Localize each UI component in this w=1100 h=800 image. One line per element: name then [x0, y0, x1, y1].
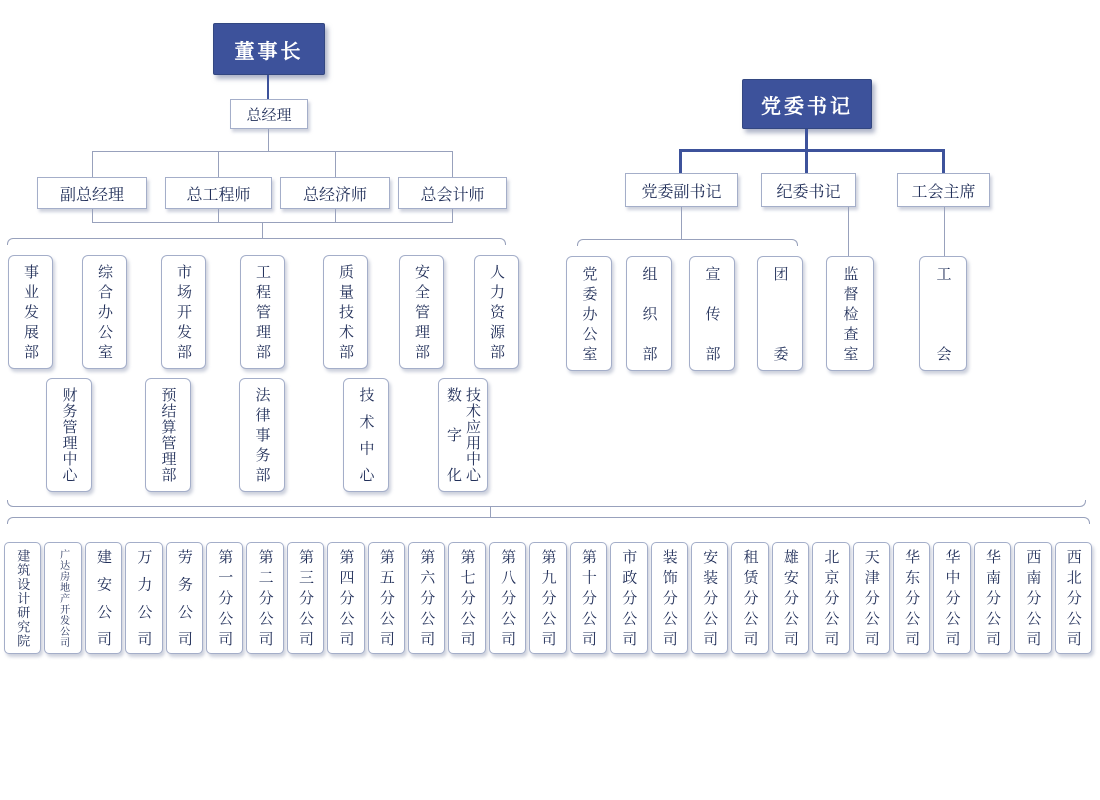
dept-label: 人力资源部 — [488, 264, 505, 360]
subsidiary-label: 第九分公司 — [539, 549, 557, 647]
subsidiary-box — [85, 542, 122, 654]
subsidiary-label: 万力公司 — [135, 549, 153, 647]
subsidiary-label: 华南分公司 — [983, 549, 1001, 647]
node-chairman: 董事长 — [213, 23, 325, 75]
dept-supervision-inspection — [826, 256, 874, 371]
node-party-secretary: 党委书记 — [742, 79, 872, 129]
dept-label: 质量技术部 — [337, 264, 354, 360]
connector-drop — [218, 151, 219, 177]
dept-business-development — [8, 255, 53, 369]
dept-label: 财务管理中心 — [60, 387, 78, 483]
subsidiary-label: 劳务公司 — [175, 549, 193, 647]
subsidiary-box — [408, 542, 445, 654]
subsidiary-box — [1014, 542, 1051, 654]
connector-chairman-gm — [267, 75, 269, 99]
subsidiary-box — [327, 542, 364, 654]
dept-quality-technology — [323, 255, 368, 369]
dept-label: 宣传部 — [703, 265, 721, 362]
center-finance-management — [46, 378, 92, 492]
connector-drop — [92, 151, 93, 177]
subsidiary-label: 建安公司 — [95, 549, 113, 647]
subsidiary-box — [206, 542, 243, 654]
node-chief-accountant: 总会计师 — [398, 177, 507, 209]
subsidiary-box — [1055, 542, 1092, 654]
dept-label: 监督检查室 — [841, 265, 859, 362]
connector-stub — [92, 209, 93, 222]
subsidiary-box — [610, 542, 647, 654]
subsidiary-label: 第一分公司 — [216, 549, 234, 647]
dept-label: 工程管理部 — [254, 264, 271, 360]
dept-label: 市场开发部 — [175, 264, 192, 360]
center-legal-affairs — [239, 378, 285, 492]
connector-party-drop — [679, 149, 682, 173]
subsidiary-label: 天津分公司 — [862, 549, 880, 647]
subsidiary-label: 华东分公司 — [903, 549, 921, 647]
subsidiary-box — [166, 542, 203, 654]
dept-label: 工会 — [934, 265, 952, 362]
subsidiary-label: 第十分公司 — [579, 549, 597, 647]
subsidiary-box — [368, 542, 405, 654]
connector-drop — [335, 151, 336, 177]
subsidiary-label: 租赁分公司 — [741, 549, 759, 647]
connector-merge-drop — [262, 222, 263, 238]
subsidiary-label: 第七分公司 — [458, 549, 476, 647]
subsidiary-box — [246, 542, 283, 654]
subsidiary-box — [933, 542, 970, 654]
connector-merge-rail — [92, 222, 453, 223]
connector-bottom-lower-rail — [7, 517, 1090, 524]
connector-bottom-upper-rail — [7, 500, 1086, 507]
subsidiary-box — [570, 542, 607, 654]
dept-label: 综合办公室 — [96, 264, 113, 360]
connector-exec-rail — [92, 151, 453, 152]
connector-bottom-link — [490, 507, 491, 517]
connector-stub — [452, 209, 453, 222]
dept-label: 团委 — [771, 265, 789, 362]
subsidiary-box — [691, 542, 728, 654]
subsidiary-label: 安装分公司 — [701, 549, 719, 647]
subsidiary-label: 华中分公司 — [943, 549, 961, 647]
connector-party-dept-bracket — [577, 239, 798, 246]
dept-general-office — [82, 255, 127, 369]
dept-market-development — [161, 255, 206, 369]
subsidiary-box — [853, 542, 890, 654]
dept-label: 法律事务部 — [253, 387, 271, 483]
dept-label: 预结算管理部 — [159, 387, 177, 483]
subsidiary-label: 装饰分公司 — [660, 549, 678, 647]
center-budget-settlement — [145, 378, 191, 492]
dept-engineering-management — [240, 255, 285, 369]
dept-label: 安全管理部 — [413, 264, 430, 360]
dept-label: 组织部 — [640, 265, 658, 362]
subsidiary-label: 第八分公司 — [499, 549, 517, 647]
node-chief-economist: 总经济师 — [280, 177, 390, 209]
connector-stub — [335, 209, 336, 222]
node-union-chairman: 工会主席 — [897, 173, 990, 207]
subsidiary-label: 第五分公司 — [377, 549, 395, 647]
dept-labor-union — [919, 256, 967, 371]
subsidiary-box — [489, 542, 526, 654]
subsidiary-label: 市政分公司 — [620, 549, 638, 647]
subsidiary-label: 西北分公司 — [1064, 549, 1082, 647]
node-general-manager: 总经理 — [230, 99, 308, 129]
connector-party-drop — [805, 149, 808, 173]
subsidiary-label: 广达房地产开发公司 — [57, 549, 69, 647]
dept-safety-management — [399, 255, 444, 369]
subsidiary-box — [287, 542, 324, 654]
subsidiary-label: 第三分公司 — [297, 549, 315, 647]
dept-label: 事业发展部 — [22, 264, 39, 360]
subsidiary-box — [731, 542, 768, 654]
subsidiary-box — [125, 542, 162, 654]
subsidiary-box — [448, 542, 485, 654]
subsidiaries-row — [4, 542, 1092, 654]
subsidiary-box — [893, 542, 930, 654]
node-deputy-party-secretary: 党委副书记 — [625, 173, 738, 207]
subsidiary-box — [651, 542, 688, 654]
connector-party-rail — [679, 149, 945, 152]
subsidiary-box — [812, 542, 849, 654]
dept-human-resources — [474, 255, 519, 369]
subsidiary-label: 第二分公司 — [256, 549, 274, 647]
connector-dept-bracket — [7, 238, 506, 245]
connector-party-drop — [942, 149, 945, 173]
connector-discipline-down — [848, 207, 849, 256]
subsidiary-box — [4, 542, 41, 654]
node-deputy-gm: 副总经理 — [37, 177, 147, 209]
subsidiary-box — [44, 542, 81, 654]
dept-label: 技术中心 — [357, 387, 375, 483]
dept-youth-league — [757, 256, 803, 371]
center-technology — [343, 378, 389, 492]
connector-union-down — [944, 207, 945, 256]
subsidiary-label: 雄安分公司 — [781, 549, 799, 647]
node-chief-engineer: 总工程师 — [165, 177, 272, 209]
connector-deputy-down — [681, 207, 682, 239]
subsidiary-label: 第六分公司 — [418, 549, 436, 647]
connector-party-down — [805, 129, 808, 150]
center-digital-tech-application — [438, 378, 488, 492]
dept-organization — [626, 256, 672, 371]
subsidiary-label: 建筑设计研究院 — [15, 549, 31, 647]
subsidiary-box — [529, 542, 566, 654]
dept-label: 技术应用中心数字化 — [445, 387, 481, 483]
dept-party-office — [566, 256, 612, 371]
node-discipline-secretary: 纪委书记 — [761, 173, 856, 207]
subsidiary-label: 北京分公司 — [822, 549, 840, 647]
connector-gm-down — [268, 129, 269, 151]
subsidiary-label: 第四分公司 — [337, 549, 355, 647]
connector-stub — [218, 209, 219, 222]
connector-drop — [452, 151, 453, 177]
dept-publicity — [689, 256, 735, 371]
subsidiary-label: 西南分公司 — [1024, 549, 1042, 647]
subsidiary-box — [974, 542, 1011, 654]
dept-label: 党委办公室 — [580, 265, 598, 362]
subsidiary-box — [772, 542, 809, 654]
